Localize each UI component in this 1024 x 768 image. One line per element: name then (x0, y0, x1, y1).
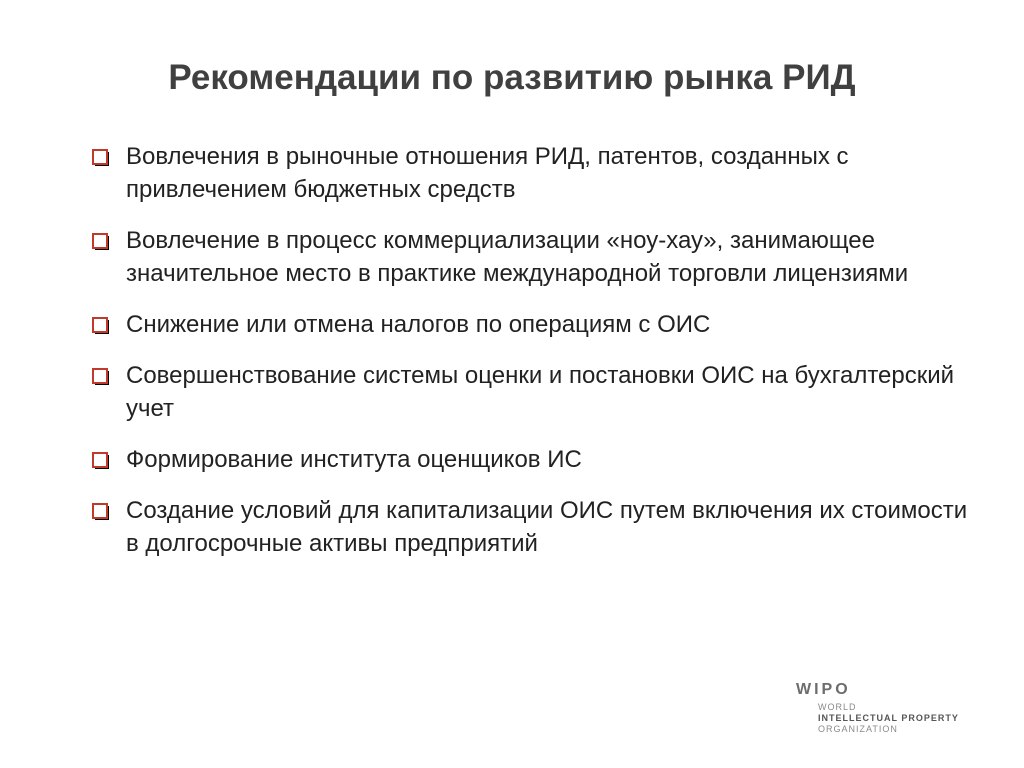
bullet-text: Вовлечения в рыночные отношения РИД, патентов, созданных с привлечением бюджетных средств (126, 143, 849, 203)
bullet-item (90, 140, 970, 206)
bullet-item (90, 494, 970, 560)
wipo-logo-line-ip: INTELLECTUAL PROPERTY (818, 713, 959, 723)
checkbox-square-icon (92, 233, 110, 251)
bullet-text: Вовлечение в процесс коммерциализации «ноу-хау», занимающее значительное место в практике международной торговли лицензиями (126, 227, 909, 287)
checkbox-square-icon (92, 317, 110, 335)
wipo-logo (796, 682, 986, 732)
wipo-logo-line-org: ORGANIZATION (818, 724, 898, 734)
wipo-logo-line-world: WORLD (818, 702, 857, 712)
bullet-text: Формирование института оценщиков ИС (126, 446, 582, 473)
bullet-text: Совершенствование системы оценки и постановки ОИС на бухгалтерский учет (126, 362, 955, 422)
bullet-list (90, 140, 970, 578)
checkbox-square-icon (92, 368, 110, 386)
bullet-text: Создание условий для капитализации ОИС путем включения их стоимости в долгосрочные активы предприятий (126, 497, 968, 557)
bullet-item (90, 224, 970, 290)
bullet-item (90, 443, 970, 476)
checkbox-square-icon (92, 149, 110, 167)
bullet-item (90, 308, 970, 341)
bullet-text: Снижение или отмена налогов по операциям с ОИС (126, 311, 711, 338)
bullet-item (90, 359, 970, 425)
checkbox-square-icon (92, 503, 110, 521)
checkbox-square-icon (92, 452, 110, 470)
wipo-logo-wordmark: WIPO (796, 681, 851, 698)
slide-title: Рекомендации по развитию рынка РИД (168, 58, 856, 97)
wipo-logo-text (818, 702, 959, 735)
